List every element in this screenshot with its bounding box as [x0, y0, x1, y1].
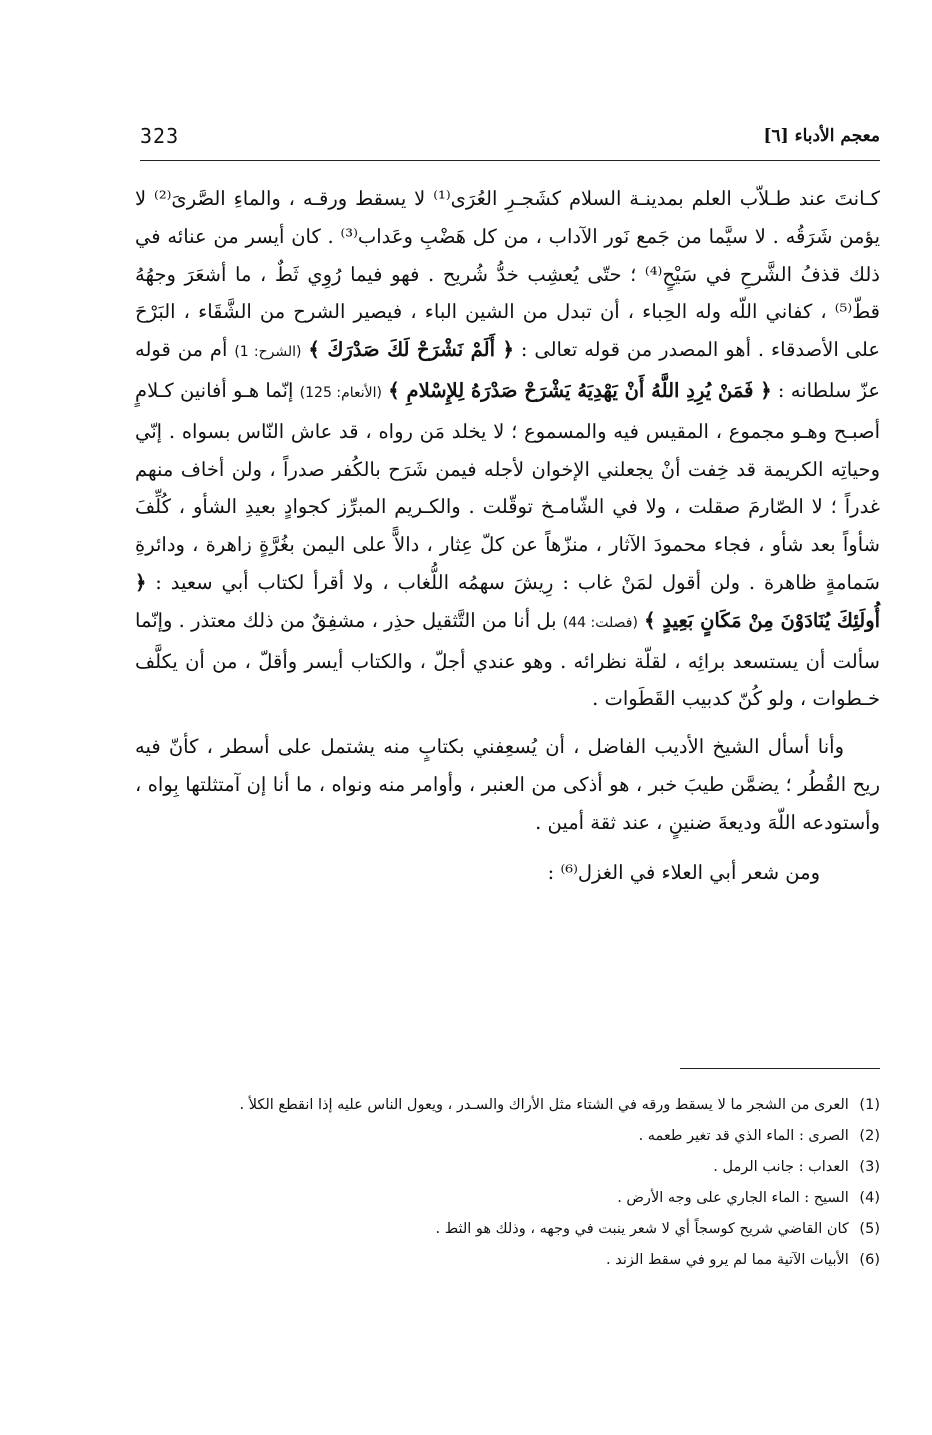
- footnote-text: العداب : جانب الرمل .: [713, 1159, 849, 1175]
- quran-ref-1: (الشرح: 1): [234, 344, 302, 361]
- footnote-number: (1): [859, 1097, 880, 1113]
- footnote-number: (3): [859, 1159, 880, 1175]
- paragraph-1-text: كـانتَ عند طـلاّب العلم بمدينـة السلام كشَجـرِ العُرَى⁽¹⁾ لا يسقط ورقـه ، والماءِ الصَّرىَ⁽²⁾ لا يؤمن شَرَقُه . لا سيَّما من جَمع نَور الآداب ، من كل هَضْبِ وعَداب⁽³⁾ . كان أيسر من عنائه في ذلك قذفُ الشَّرحِ في سَيْحٍ⁽⁴⁾ ؛ حتّى يُعشِب خدُّ شُريح . فهو فيما رُوِي ثَطٌ ، ما أشعَرَ وجهُهُ قطّ⁽⁵⁾ ، كفاني اللّه وله الحِباء ، أن تبدل من الشين الباء ، فيصير الشرح من الشَّقَاء ، البَرْحَ على الأصدقاء . أهو المصدر من قوله تعالى :: [135, 187, 881, 362]
- main-text: [135, 180, 880, 891]
- footnote: [160, 1245, 880, 1276]
- poetry-intro: ومن شعر أبي العلاء في الغزل⁽⁶⁾ :: [547, 860, 820, 884]
- footnote-separator: [680, 1068, 880, 1069]
- header-rule: [140, 160, 880, 161]
- paragraph-1: [135, 180, 880, 718]
- footnote-text: كان القاضي شريح كوسجاً أي لا شعر ينبت في وجهه ، وذلك هو الثط .: [435, 1221, 849, 1237]
- footnotes: [160, 1090, 880, 1276]
- footnote-number: (5): [859, 1221, 880, 1237]
- footnote-text: الأبيات الآتية مما لم يرو في سقط الزند .: [606, 1252, 849, 1268]
- quran-verse-3: ﴿ أُولَئِكَ يُنَادَوْنَ مِنْ مَكَانٍ بَعِيدٍ ﴾: [135, 570, 881, 632]
- paragraph-1-continued-3: بل أنا من التَّثقيل حذِر ، مشفِقٌ من ذلك معتذر . وإنّما سألت أن يستسعد برائِه ، لقلّة نظرائه . وهو عندي أجلّ ، والكتاب أيسر وأقلّ ، من أن يكلَّف خـطوات ، ولو كُنّ كدبيب القَطَوات .: [135, 608, 880, 711]
- page-header: [140, 122, 880, 162]
- footnote-text: السيح : الماء الجاري على وجه الأرض .: [617, 1190, 849, 1206]
- paragraph-2: وأنا أسأل الشيخ الأديب الفاضل ، أن يُسعِفني بكتابٍ منه يشتمل على أسطر ، كأنّ فيه ريح القُطُر ؛ يضمَّن طيبَ خبر ، هو أذكى من العنبر ، وأوامر منه ونواه ، ما أنا إن آمتثلتها بِواه ، وأستودعه اللّهَ وديعةَ ضنينٍ ، عند ثقة أمين .: [135, 735, 880, 834]
- footnote-number: (4): [859, 1190, 880, 1206]
- running-title: معجم الأدباء [٦]: [763, 126, 880, 146]
- footnote-number: (2): [859, 1128, 880, 1144]
- footnote: [160, 1152, 880, 1183]
- footnote: [160, 1214, 880, 1245]
- footnote: [160, 1090, 880, 1121]
- quran-verse-2: ﴿ فَمَنْ يُرِدِ اللَّهُ أَنْ يَهْدِيَهُ يَشْرَحْ صَدْرَهُ لِلإِسْلامِ ﴾: [388, 378, 772, 402]
- paragraph-1-continued: أم من قوله عزّ سلطانه :: [135, 338, 880, 402]
- quran-ref-3: (فصلت: 44): [562, 614, 638, 631]
- footnote-number: (6): [859, 1252, 880, 1268]
- page-number: 323: [140, 124, 180, 148]
- footnote-text: الصرى : الماء الذي قد تغير طعمه .: [638, 1128, 849, 1144]
- footnote-text: العرى من الشجر ما لا يسقط ورقه في الشتاء مثل الأراك والسـدر ، ويعول الناس عليه إذا انقطع الكلأ .: [239, 1097, 849, 1113]
- paragraph-1-continued-2: إنّما هـو أفانين كـلامٍ أصبـح وهـو مجموع ، المقيس فيه والمسموع ؛ لا يخلد مَن رواه ، قد عاش النّاس بسواه . إنّي وحياتِه الكريمة قد خِفت أنْ يجعلني الإخوان لأجله فيمن شَرَح بالكُفر صدراً ، ولن أخاف منهم غدراً ؛ لا الصّارمَ صقلت ، ولا في الشّامـخ توقّلت . والكـريم المبرِّز كجوادٍ بعيدِ الشأو ، كُلِّفَ شأواً بعد شأو ، فجاء محمودَ الآثار ، منزّهاً عن كلّ عِثار ، دالاًّ على اليمن بغُرَّةٍ زاهرة ، ودائرةِ سَمامةٍ ظاهرة . ولن أقول لمَنْ غاب : رِيشَ سهمُه اللُّغاب ، ولا أقرأ لكتاب أبي سعيد :: [135, 378, 880, 594]
- footnote: [160, 1183, 880, 1214]
- quran-ref-2: (الأنعام: 125): [299, 384, 382, 401]
- footnote: [160, 1121, 880, 1152]
- quran-verse-1: ﴿ أَلَمْ نَشْرَحْ لَكَ صَدْرَكَ ﴾: [308, 338, 514, 362]
